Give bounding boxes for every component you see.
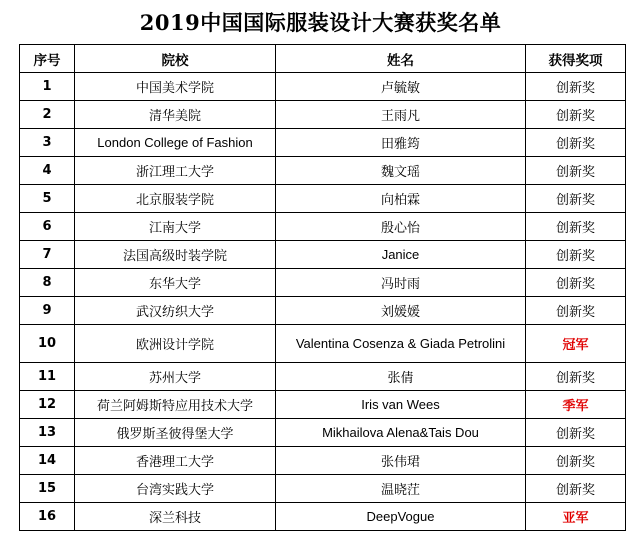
row-school: 浙江理工大学 — [75, 157, 276, 185]
table-row — [20, 447, 626, 475]
row-school: 清华美院 — [75, 101, 276, 129]
column-header-school: 院校 — [75, 45, 276, 73]
row-award: 创新奖 — [526, 363, 626, 391]
column-header-number: 序号 — [20, 45, 75, 73]
row-award: 冠军 — [526, 325, 626, 363]
table-row — [20, 297, 626, 325]
row-award: 创新奖 — [526, 185, 626, 213]
row-award: 创新奖 — [526, 269, 626, 297]
row-name: 张倩 — [276, 363, 526, 391]
row-name: 张伟珺 — [276, 447, 526, 475]
table-row — [20, 475, 626, 503]
row-school: 深兰科技 — [75, 503, 276, 531]
row-award: 创新奖 — [526, 213, 626, 241]
row-school: 武汉纺织大学 — [75, 297, 276, 325]
row-number: 14 — [20, 447, 75, 475]
row-award: 创新奖 — [526, 129, 626, 157]
row-award: 创新奖 — [526, 297, 626, 325]
award-table — [19, 44, 626, 531]
row-award: 创新奖 — [526, 73, 626, 101]
row-number: 12 — [20, 391, 75, 419]
table-row — [20, 157, 626, 185]
row-school: 台湾实践大学 — [75, 475, 276, 503]
table-row — [20, 213, 626, 241]
table-row — [20, 391, 626, 419]
table-row — [20, 503, 626, 531]
row-name: 刘媛媛 — [276, 297, 526, 325]
table-row — [20, 241, 626, 269]
row-school: 俄罗斯圣彼得堡大学 — [75, 419, 276, 447]
row-award: 亚军 — [526, 503, 626, 531]
table-row — [20, 363, 626, 391]
row-award: 创新奖 — [526, 241, 626, 269]
row-name: Janice — [276, 241, 526, 269]
row-number: 13 — [20, 419, 75, 447]
row-school: 法国高级时装学院 — [75, 241, 276, 269]
row-school: London College of Fashion — [75, 129, 276, 157]
row-number: 5 — [20, 185, 75, 213]
row-school: 欧洲设计学院 — [75, 325, 276, 363]
row-name: 冯时雨 — [276, 269, 526, 297]
table-row — [20, 101, 626, 129]
row-number: 4 — [20, 157, 75, 185]
row-number: 10 — [20, 325, 75, 363]
table-header-row — [20, 45, 626, 73]
row-school: 荷兰阿姆斯特应用技术大学 — [75, 391, 276, 419]
row-number: 15 — [20, 475, 75, 503]
table-row — [20, 269, 626, 297]
row-name: Iris van Wees — [276, 391, 526, 419]
column-header-name: 姓名 — [276, 45, 526, 73]
row-school: 东华大学 — [75, 269, 276, 297]
table-body — [20, 73, 626, 531]
row-name: Mikhailova Alena&Tais Dou — [276, 419, 526, 447]
row-name: DeepVogue — [276, 503, 526, 531]
table-row — [20, 73, 626, 101]
row-name: 殷心怡 — [276, 213, 526, 241]
row-number: 2 — [20, 101, 75, 129]
row-number: 11 — [20, 363, 75, 391]
row-number: 8 — [20, 269, 75, 297]
row-name: 温晓茳 — [276, 475, 526, 503]
row-name: 卢毓敏 — [276, 73, 526, 101]
row-award: 创新奖 — [526, 419, 626, 447]
row-number: 9 — [20, 297, 75, 325]
row-name: 田雅筠 — [276, 129, 526, 157]
row-number: 1 — [20, 73, 75, 101]
row-school: 中国美术学院 — [75, 73, 276, 101]
row-number: 7 — [20, 241, 75, 269]
row-award: 创新奖 — [526, 101, 626, 129]
column-header-award: 获得奖项 — [526, 45, 626, 73]
row-school: 江南大学 — [75, 213, 276, 241]
row-award: 创新奖 — [526, 475, 626, 503]
row-number: 16 — [20, 503, 75, 531]
row-name: 向柏霖 — [276, 185, 526, 213]
row-school: 北京服装学院 — [75, 185, 276, 213]
row-award: 季军 — [526, 391, 626, 419]
row-name: Valentina Cosenza & Giada Petrolini — [276, 325, 526, 363]
table-row — [20, 419, 626, 447]
row-award: 创新奖 — [526, 157, 626, 185]
row-number: 6 — [20, 213, 75, 241]
row-award: 创新奖 — [526, 447, 626, 475]
table-row — [20, 185, 626, 213]
row-school: 苏州大学 — [75, 363, 276, 391]
row-school: 香港理工大学 — [75, 447, 276, 475]
table-row — [20, 325, 626, 363]
row-number: 3 — [20, 129, 75, 157]
table-row — [20, 129, 626, 157]
row-name: 王雨凡 — [276, 101, 526, 129]
page-title: 2019中国国际服装设计大赛获奖名单 — [139, 10, 502, 35]
row-name: 魏文瑶 — [276, 157, 526, 185]
